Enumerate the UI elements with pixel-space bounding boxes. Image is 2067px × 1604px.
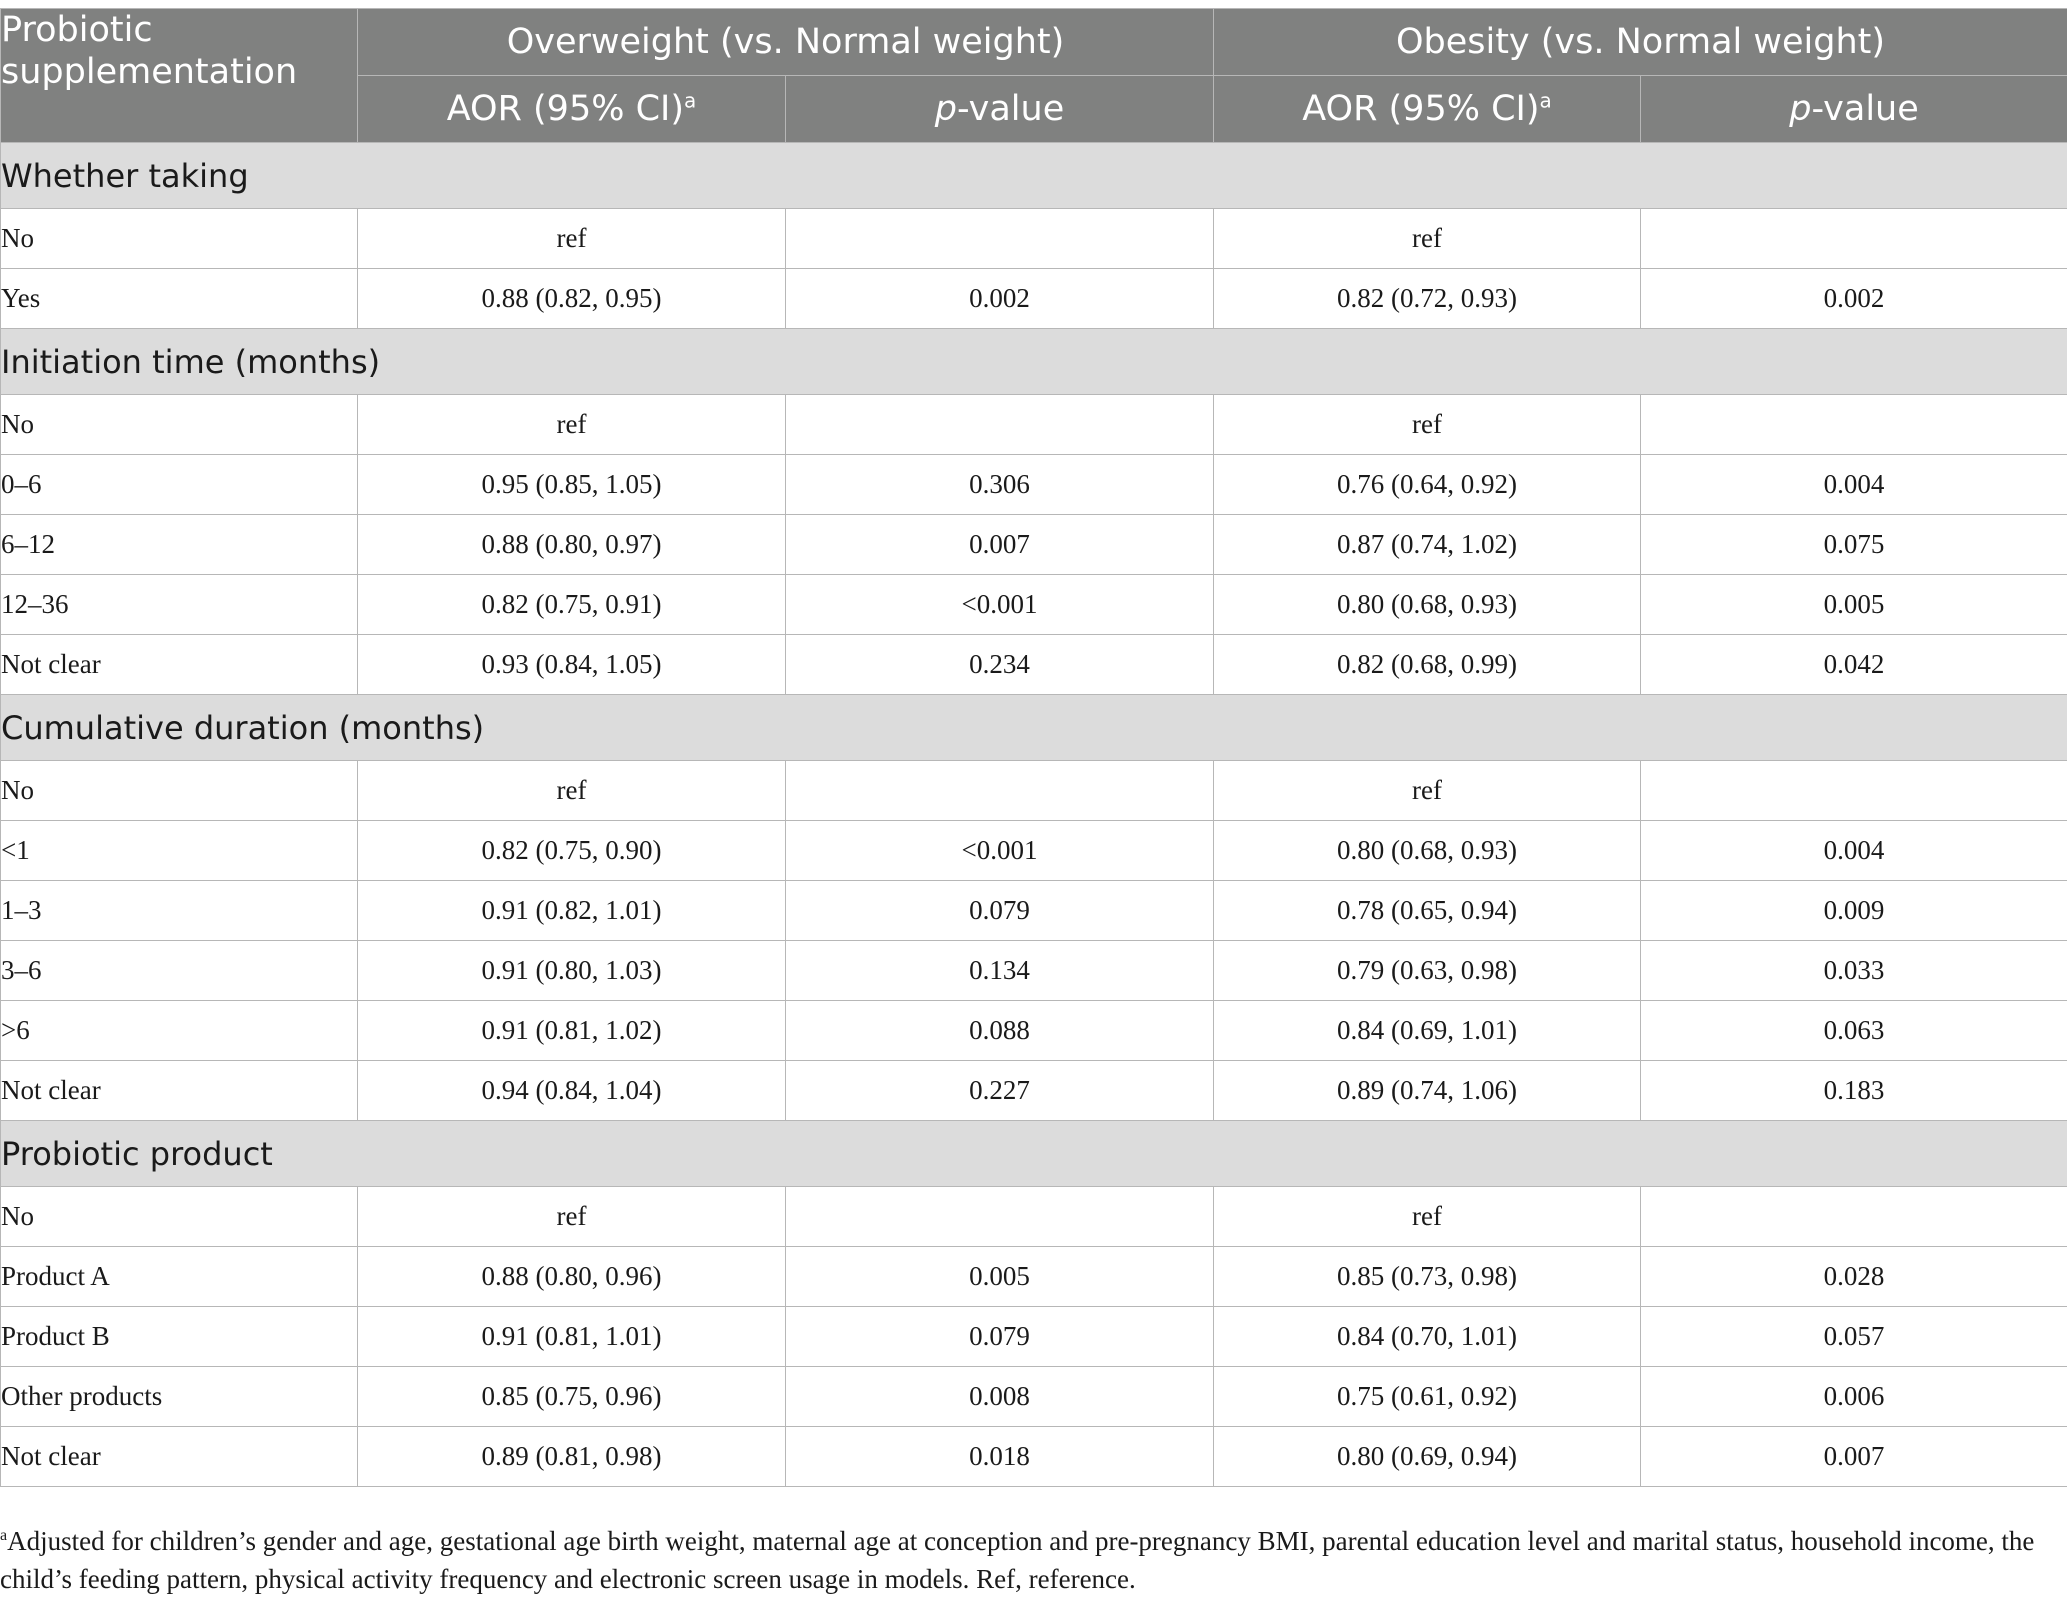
overweight-aor-cell: 0.85 (0.75, 0.96) xyxy=(358,1367,786,1427)
row-label: Yes xyxy=(1,269,358,329)
overweight-aor-cell: ref xyxy=(358,395,786,455)
p-italic: p xyxy=(1789,89,1812,129)
table-row xyxy=(1,515,2067,575)
header-obesity-aor xyxy=(1214,76,1641,143)
obesity-aor-cell: 0.82 (0.72, 0.93) xyxy=(1214,269,1641,329)
obesity-pvalue-cell xyxy=(1641,209,2067,269)
header-group-obesity: Obesity (vs. Normal weight) xyxy=(1214,9,2067,76)
obesity-pvalue-cell: 0.004 xyxy=(1641,821,2067,881)
p-italic: p xyxy=(934,89,957,129)
obesity-aor-cell: ref xyxy=(1214,395,1641,455)
row-label: 1–3 xyxy=(1,881,358,941)
overweight-pvalue-cell: 0.088 xyxy=(786,1001,1214,1061)
table-row xyxy=(1,881,2067,941)
footnote-text: Adjusted for children’s gender and age, gestational age birth weight, maternal age at conception and pre-pregnancy BMI, parental education level and marital status, household income, the child’s feeding pattern, physical activity frequency and electronic screen usage in models. Ref, reference. xyxy=(0,1526,2035,1594)
obesity-pvalue-cell: 0.042 xyxy=(1641,635,2067,695)
overweight-pvalue-cell: 0.002 xyxy=(786,269,1214,329)
obesity-aor-cell: 0.84 (0.69, 1.01) xyxy=(1214,1001,1641,1061)
obesity-pvalue-cell: 0.057 xyxy=(1641,1307,2067,1367)
row-label: 12–36 xyxy=(1,575,358,635)
obesity-aor-cell: 0.78 (0.65, 0.94) xyxy=(1214,881,1641,941)
header-obesity-pvalue xyxy=(1641,76,2067,143)
header-row-groups xyxy=(1,9,2067,76)
header-group-overweight: Overweight (vs. Normal weight) xyxy=(358,9,1214,76)
obesity-aor-cell: 0.84 (0.70, 1.01) xyxy=(1214,1307,1641,1367)
overweight-pvalue-cell xyxy=(786,1187,1214,1247)
p-rest: -value xyxy=(1811,89,1919,129)
row-label: Product B xyxy=(1,1307,358,1367)
results-table xyxy=(0,8,2067,1487)
table-row xyxy=(1,1307,2067,1367)
row-label: 3–6 xyxy=(1,941,358,1001)
obesity-pvalue-cell xyxy=(1641,395,2067,455)
overweight-aor-cell: 0.82 (0.75, 0.91) xyxy=(358,575,786,635)
overweight-aor-cell: 0.94 (0.84, 1.04) xyxy=(358,1061,786,1121)
section-header-row xyxy=(1,1121,2067,1187)
obesity-aor-cell: 0.80 (0.68, 0.93) xyxy=(1214,821,1641,881)
table-row xyxy=(1,1427,2067,1487)
header-probiotic-supplementation: Probiotic supplementation xyxy=(1,9,358,143)
obesity-pvalue-cell: 0.005 xyxy=(1641,575,2067,635)
aor-footnote-marker: a xyxy=(684,88,697,113)
overweight-aor-cell: 0.88 (0.80, 0.96) xyxy=(358,1247,786,1307)
table-header xyxy=(1,9,2067,143)
row-label: No xyxy=(1,761,358,821)
row-label: 6–12 xyxy=(1,515,358,575)
overweight-aor-cell: 0.91 (0.82, 1.01) xyxy=(358,881,786,941)
overweight-pvalue-cell: 0.005 xyxy=(786,1247,1214,1307)
obesity-pvalue-cell: 0.063 xyxy=(1641,1001,2067,1061)
obesity-pvalue-cell: 0.006 xyxy=(1641,1367,2067,1427)
overweight-aor-cell: 0.95 (0.85, 1.05) xyxy=(358,455,786,515)
table-row xyxy=(1,941,2067,1001)
table-body xyxy=(1,143,2067,1487)
row-label: No xyxy=(1,395,358,455)
aor-footnote-marker: a xyxy=(1539,88,1552,113)
overweight-pvalue-cell xyxy=(786,761,1214,821)
overweight-pvalue-cell xyxy=(786,209,1214,269)
obesity-pvalue-cell xyxy=(1641,761,2067,821)
obesity-pvalue-cell: 0.002 xyxy=(1641,269,2067,329)
p-rest: -value xyxy=(956,89,1065,129)
obesity-pvalue-cell: 0.033 xyxy=(1641,941,2067,1001)
overweight-aor-cell: 0.88 (0.80, 0.97) xyxy=(358,515,786,575)
row-label: <1 xyxy=(1,821,358,881)
obesity-pvalue-cell: 0.009 xyxy=(1641,881,2067,941)
table-row xyxy=(1,761,2067,821)
obesity-aor-cell: 0.76 (0.64, 0.92) xyxy=(1214,455,1641,515)
header-overweight-pvalue xyxy=(786,76,1214,143)
obesity-aor-cell: 0.80 (0.69, 0.94) xyxy=(1214,1427,1641,1487)
header-overweight-aor xyxy=(358,76,786,143)
overweight-pvalue-cell: 0.306 xyxy=(786,455,1214,515)
obesity-aor-cell: 0.87 (0.74, 1.02) xyxy=(1214,515,1641,575)
obesity-aor-cell: 0.80 (0.68, 0.93) xyxy=(1214,575,1641,635)
obesity-aor-cell: 0.82 (0.68, 0.99) xyxy=(1214,635,1641,695)
table-row xyxy=(1,1187,2067,1247)
overweight-pvalue-cell: 0.018 xyxy=(786,1427,1214,1487)
row-label: 0–6 xyxy=(1,455,358,515)
table-row xyxy=(1,635,2067,695)
section-header-row xyxy=(1,695,2067,761)
obesity-aor-cell: 0.75 (0.61, 0.92) xyxy=(1214,1367,1641,1427)
overweight-pvalue-cell: <0.001 xyxy=(786,575,1214,635)
table-row xyxy=(1,1367,2067,1427)
overweight-pvalue-cell xyxy=(786,395,1214,455)
obesity-aor-cell: ref xyxy=(1214,761,1641,821)
obesity-aor-cell: ref xyxy=(1214,1187,1641,1247)
section-title: Initiation time (months) xyxy=(1,329,2067,395)
section-title: Cumulative duration (months) xyxy=(1,695,2067,761)
overweight-aor-cell: 0.88 (0.82, 0.95) xyxy=(358,269,786,329)
section-title: Whether taking xyxy=(1,143,2067,209)
section-header-row xyxy=(1,143,2067,209)
table-row xyxy=(1,575,2067,635)
row-label: No xyxy=(1,1187,358,1247)
footnote-marker: a xyxy=(0,1527,8,1544)
obesity-pvalue-cell xyxy=(1641,1187,2067,1247)
row-label: Product A xyxy=(1,1247,358,1307)
section-header-row xyxy=(1,329,2067,395)
aor-label: AOR (95% CI) xyxy=(446,89,685,129)
overweight-aor-cell: 0.91 (0.80, 1.03) xyxy=(358,941,786,1001)
overweight-aor-cell: ref xyxy=(358,209,786,269)
overweight-pvalue-cell: 0.227 xyxy=(786,1061,1214,1121)
overweight-aor-cell: 0.93 (0.84, 1.05) xyxy=(358,635,786,695)
table-row xyxy=(1,395,2067,455)
row-label: Other products xyxy=(1,1367,358,1427)
section-title: Probiotic product xyxy=(1,1121,2067,1187)
obesity-pvalue-cell: 0.183 xyxy=(1641,1061,2067,1121)
overweight-pvalue-cell: 0.008 xyxy=(786,1367,1214,1427)
row-label: >6 xyxy=(1,1001,358,1061)
table-row xyxy=(1,1001,2067,1061)
table-row xyxy=(1,1061,2067,1121)
table-row xyxy=(1,1247,2067,1307)
row-label: Not clear xyxy=(1,1061,358,1121)
obesity-pvalue-cell: 0.004 xyxy=(1641,455,2067,515)
overweight-aor-cell: 0.82 (0.75, 0.90) xyxy=(358,821,786,881)
overweight-pvalue-cell: 0.234 xyxy=(786,635,1214,695)
overweight-aor-cell: 0.89 (0.81, 0.98) xyxy=(358,1427,786,1487)
overweight-aor-cell: ref xyxy=(358,1187,786,1247)
aor-label: AOR (95% CI) xyxy=(1302,89,1540,129)
obesity-aor-cell: 0.89 (0.74, 1.06) xyxy=(1214,1061,1641,1121)
obesity-aor-cell: ref xyxy=(1214,209,1641,269)
table-row xyxy=(1,455,2067,515)
table-row xyxy=(1,209,2067,269)
row-label: Not clear xyxy=(1,1427,358,1487)
row-label: Not clear xyxy=(1,635,358,695)
obesity-aor-cell: 0.85 (0.73, 0.98) xyxy=(1214,1247,1641,1307)
overweight-aor-cell: 0.91 (0.81, 1.02) xyxy=(358,1001,786,1061)
obesity-aor-cell: 0.79 (0.63, 0.98) xyxy=(1214,941,1641,1001)
table-row xyxy=(1,269,2067,329)
overweight-aor-cell: ref xyxy=(358,761,786,821)
overweight-pvalue-cell: 0.007 xyxy=(786,515,1214,575)
table-footnote xyxy=(0,1522,2060,1598)
overweight-pvalue-cell: <0.001 xyxy=(786,821,1214,881)
obesity-pvalue-cell: 0.075 xyxy=(1641,515,2067,575)
row-label: No xyxy=(1,209,358,269)
table-row xyxy=(1,821,2067,881)
obesity-pvalue-cell: 0.028 xyxy=(1641,1247,2067,1307)
overweight-pvalue-cell: 0.134 xyxy=(786,941,1214,1001)
overweight-pvalue-cell: 0.079 xyxy=(786,1307,1214,1367)
overweight-aor-cell: 0.91 (0.81, 1.01) xyxy=(358,1307,786,1367)
obesity-pvalue-cell: 0.007 xyxy=(1641,1427,2067,1487)
overweight-pvalue-cell: 0.079 xyxy=(786,881,1214,941)
